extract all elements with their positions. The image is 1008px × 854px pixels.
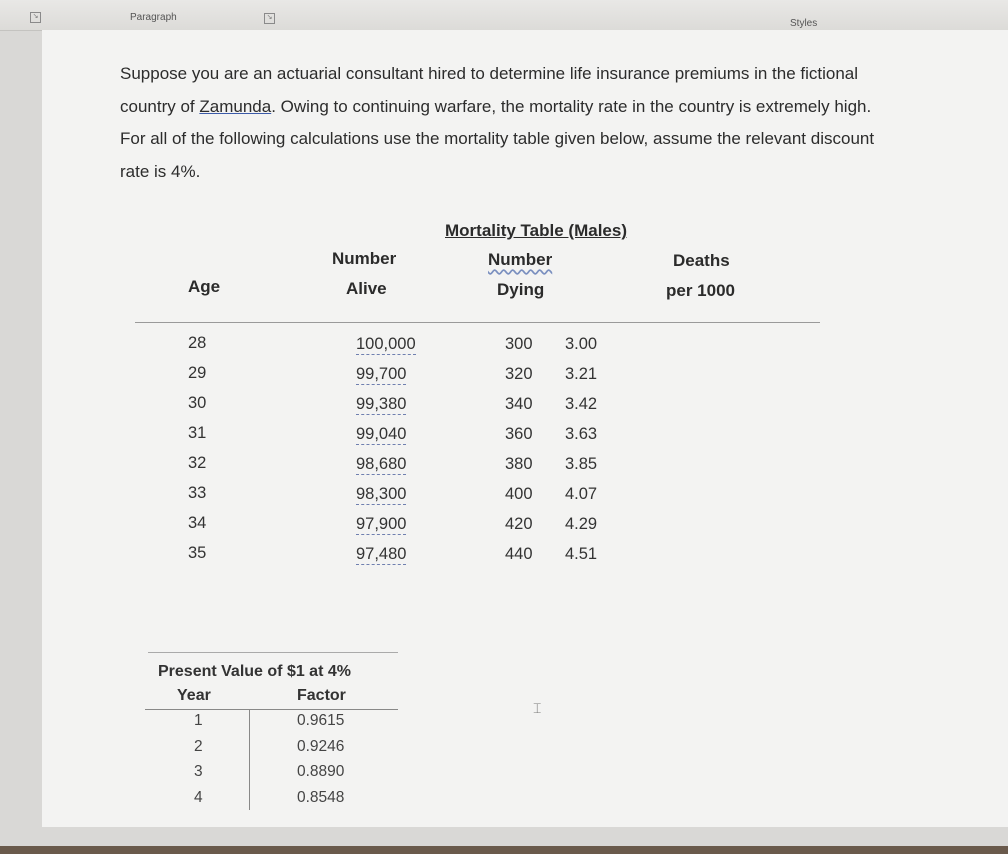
number-alive-cell: 97,480 bbox=[356, 545, 407, 563]
number-dying-cell: 380 bbox=[505, 455, 533, 473]
paragraph-line-3: For all of the following calculations use the mortality table given below, assume the relevant discount bbox=[120, 129, 875, 148]
pv-year-cell: 4 bbox=[194, 788, 203, 806]
zamunda-word: Zamunda bbox=[199, 96, 272, 116]
deaths-per-1000-cell: 3.00 bbox=[565, 335, 598, 353]
number-alive-cell: 98,300 bbox=[356, 485, 407, 503]
pv-factor-column bbox=[297, 712, 344, 814]
pv-year-cell: 1 bbox=[194, 712, 203, 729]
age-cell: 34 bbox=[188, 514, 207, 532]
number-dying-column bbox=[505, 335, 533, 575]
pv-factor-cell: 0.9615 bbox=[297, 712, 345, 729]
number-alive-cell: 100,000 bbox=[356, 335, 416, 353]
deaths-per-1000-cell: 3.63 bbox=[565, 425, 598, 443]
age-cell: 31 bbox=[188, 424, 207, 442]
age-cell: 35 bbox=[188, 544, 207, 562]
pv-year-column bbox=[194, 712, 203, 814]
age-cell: 32 bbox=[188, 454, 207, 472]
deaths-per-1000-cell: 4.07 bbox=[565, 485, 598, 503]
deaths-per-1000-cell: 3.85 bbox=[565, 455, 598, 473]
pv-column-divider bbox=[249, 710, 250, 810]
dialog-launcher-icon[interactable]: ↘ bbox=[30, 12, 41, 23]
age-column bbox=[188, 334, 206, 574]
number-alive-header-1: Number bbox=[332, 249, 397, 268]
number-alive-column bbox=[356, 335, 416, 575]
number-dying-cell: 360 bbox=[505, 425, 533, 443]
deaths-per-1000-cell: 4.51 bbox=[565, 545, 598, 563]
problem-paragraph bbox=[120, 58, 980, 188]
deaths-per-1000-column bbox=[565, 335, 597, 575]
paragraph-group-label: Paragraph bbox=[130, 12, 177, 23]
paragraph-line-2: country of Zamunda. Owing to continuing warfare, the mortality rate in the country is extremely high. bbox=[120, 96, 872, 116]
pv-year-header: Year bbox=[177, 687, 211, 704]
pv-year-cell: 2 bbox=[194, 737, 203, 755]
pv-top-rule bbox=[148, 652, 398, 653]
number-alive-cell: 99,040 bbox=[356, 425, 407, 443]
paragraph-line-4: rate is 4%. bbox=[120, 161, 201, 181]
pv-header-rule bbox=[145, 709, 398, 710]
deaths-per-1000-cell: 3.42 bbox=[565, 395, 598, 413]
table-header-rule bbox=[135, 322, 820, 323]
pv-factor-cell: 0.8890 bbox=[297, 763, 345, 780]
number-dying-cell: 440 bbox=[505, 545, 533, 563]
pv-factor-cell: 0.8548 bbox=[297, 788, 345, 806]
pv-table-title: Present Value of $1 at 4% bbox=[158, 663, 351, 680]
pv-factor-header: Factor bbox=[297, 687, 346, 704]
number-alive-cell: 97,900 bbox=[356, 515, 407, 533]
age-cell: 30 bbox=[188, 394, 207, 412]
mortality-table-title: Mortality Table (Males) bbox=[445, 221, 627, 240]
number-alive-header-2: Alive bbox=[346, 279, 387, 298]
number-dying-cell: 340 bbox=[505, 395, 533, 413]
styles-group-label: Styles bbox=[790, 18, 818, 29]
number-alive-cell: 99,380 bbox=[356, 395, 407, 413]
deaths-header-2: per 1000 bbox=[666, 281, 735, 300]
pv-factor-cell: 0.9246 bbox=[297, 737, 345, 755]
number-dying-cell: 300 bbox=[505, 335, 533, 353]
pv-year-cell: 3 bbox=[194, 763, 203, 780]
bottom-bar bbox=[0, 846, 1008, 854]
paragraph-line-1: Suppose you are an actuarial consultant hired to determine life insurance premiums in the fictional bbox=[120, 64, 859, 83]
number-dying-header-1: Number bbox=[488, 250, 553, 269]
number-alive-cell: 99,700 bbox=[356, 365, 407, 383]
age-cell: 28 bbox=[188, 334, 207, 352]
number-dying-cell: 400 bbox=[505, 485, 533, 503]
deaths-header-1: Deaths bbox=[673, 251, 730, 270]
text-cursor-icon: ⌶ bbox=[533, 700, 542, 716]
number-dying-header-2: Dying bbox=[497, 280, 545, 299]
deaths-per-1000-cell: 4.29 bbox=[565, 515, 598, 533]
paragraph-dialog-launcher-icon[interactable]: ↘ bbox=[264, 13, 275, 24]
number-dying-cell: 420 bbox=[505, 515, 533, 533]
age-header: Age bbox=[188, 277, 221, 296]
number-alive-cell: 98,680 bbox=[356, 455, 407, 473]
age-cell: 33 bbox=[188, 484, 207, 502]
number-dying-cell: 320 bbox=[505, 365, 533, 383]
ribbon bbox=[0, 0, 1008, 31]
age-cell: 29 bbox=[188, 364, 207, 382]
deaths-per-1000-cell: 3.21 bbox=[565, 365, 598, 383]
